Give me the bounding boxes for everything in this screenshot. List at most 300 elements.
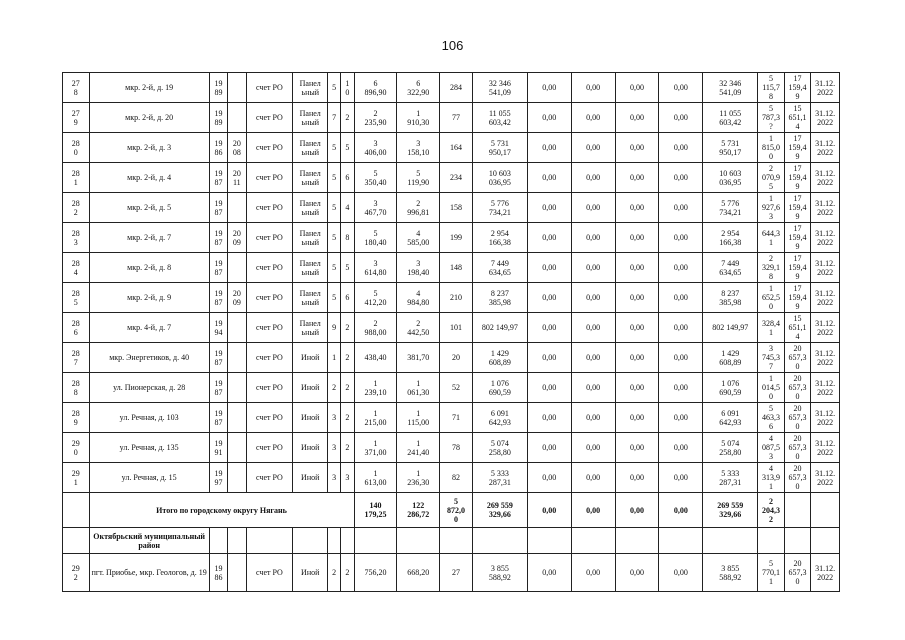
floors-cell: 5 — [328, 253, 341, 283]
row-number-cell: 28 4 — [63, 253, 90, 283]
wall-material-cell: Иной — [293, 463, 328, 493]
address-cell: мкр. 2-й, д. 5 — [89, 193, 209, 223]
total-area-cell: 5 412,20 — [354, 283, 397, 313]
wall-material-cell: Панел ьный — [293, 223, 328, 253]
unit-cost-cell: 5 463,3 6 — [758, 403, 785, 433]
regional-funds-cell: 0,00 — [571, 283, 615, 313]
page-number: 106 — [441, 38, 464, 53]
total-cost-cell: 5 074 258,80 — [472, 433, 527, 463]
unit-cost-cell: 2 070,9 5 — [758, 163, 785, 193]
year-built-cell: 19 87 — [209, 373, 227, 403]
empty-cell — [784, 493, 811, 528]
unit-cost-cell: 5 770,1 1 — [758, 554, 785, 592]
completion-date-cell: 31.12. 2022 — [811, 253, 840, 283]
living-area-cell: 3 158,10 — [397, 133, 440, 163]
unit-cost-limit-cell: 20 657,3 0 — [784, 463, 811, 493]
empty-cell — [293, 528, 328, 554]
local-funds-cell: 0,00 — [615, 343, 659, 373]
entrances-cell: 1 0 — [341, 73, 354, 103]
other-funds-cell: 0,00 — [659, 223, 703, 253]
federal-funds-cell: 0,00 — [527, 554, 571, 592]
entrances-cell: 2 — [341, 403, 354, 433]
other-funds-cell: 0,00 — [659, 133, 703, 163]
regional-funds-cell: 0,00 — [571, 73, 615, 103]
table-row — [63, 73, 840, 103]
floors-cell: 5 — [328, 193, 341, 223]
federal-funds-cell: 0,00 — [527, 463, 571, 493]
wall-material-cell: Панел ьный — [293, 163, 328, 193]
regional-funds-cell: 0,00 — [571, 343, 615, 373]
regional-funds-cell: 0,00 — [571, 163, 615, 193]
unit-cost-limit-cell: 17 159,4 9 — [784, 133, 811, 163]
total-area-cell: 1 239,10 — [354, 373, 397, 403]
federal-funds-cell: 0,00 — [527, 493, 571, 528]
total-cost-cell: 5 731 950,17 — [472, 133, 527, 163]
residents-cell: 234 — [440, 163, 473, 193]
wall-material-cell: Панел ьный — [293, 283, 328, 313]
federal-funds-cell: 0,00 — [527, 103, 571, 133]
empty-cell — [571, 528, 615, 554]
unit-cost-limit-cell: 17 159,4 9 — [784, 193, 811, 223]
unit-cost-limit-cell: 20 657,3 0 — [784, 343, 811, 373]
row-number-cell: 28 7 — [63, 343, 90, 373]
owner-funds-cell: 32 346 541,09 — [703, 73, 758, 103]
federal-funds-cell: 0,00 — [527, 193, 571, 223]
federal-funds-cell: 0,00 — [527, 313, 571, 343]
living-area-cell: 1 910,30 — [397, 103, 440, 133]
address-cell: мкр. 2-й, д. 3 — [89, 133, 209, 163]
year-renovated-cell — [228, 193, 246, 223]
owner-funds-cell: 3 855 588,92 — [703, 554, 758, 592]
table-row — [63, 463, 840, 493]
address-cell: мкр. 2-й, д. 4 — [89, 163, 209, 193]
residents-cell: 5 872,0 0 — [440, 493, 473, 528]
unit-cost-cell: 1 815,0 0 — [758, 133, 785, 163]
federal-funds-cell: 0,00 — [527, 73, 571, 103]
total-cost-cell: 269 559 329,66 — [472, 493, 527, 528]
unit-cost-limit-cell: 17 159,4 9 — [784, 283, 811, 313]
row-number-cell: 27 8 — [63, 73, 90, 103]
year-built-cell: 19 87 — [209, 223, 227, 253]
local-funds-cell: 0,00 — [615, 493, 659, 528]
regional-funds-cell: 0,00 — [571, 463, 615, 493]
total-cost-cell: 5 776 734,21 — [472, 193, 527, 223]
completion-date-cell: 31.12. 2022 — [811, 163, 840, 193]
total-area-cell: 5 350,40 — [354, 163, 397, 193]
completion-date-cell: 31.12. 2022 — [811, 283, 840, 313]
unit-cost-limit-cell: 17 159,4 9 — [784, 163, 811, 193]
row-number-cell: 28 5 — [63, 283, 90, 313]
living-area-cell: 2 442,50 — [397, 313, 440, 343]
total-cost-cell: 802 149,97 — [472, 313, 527, 343]
total-area-cell: 756,20 — [354, 554, 397, 592]
floors-cell: 2 — [328, 554, 341, 592]
housing-register-table — [62, 72, 840, 592]
local-funds-cell: 0,00 — [615, 193, 659, 223]
year-built-cell: 19 87 — [209, 403, 227, 433]
residents-cell: 148 — [440, 253, 473, 283]
address-cell: мкр. 2-й, д. 7 — [89, 223, 209, 253]
completion-date-cell: 31.12. 2022 — [811, 193, 840, 223]
residents-cell: 52 — [440, 373, 473, 403]
table-row — [63, 133, 840, 163]
federal-funds-cell: 0,00 — [527, 373, 571, 403]
table-row — [63, 313, 840, 343]
empty-cell — [758, 528, 785, 554]
row-number-cell: 28 1 — [63, 163, 90, 193]
empty-cell — [472, 528, 527, 554]
unit-cost-cell: 4 313,9 1 — [758, 463, 785, 493]
empty-cell — [246, 528, 293, 554]
wall-material-cell: Иной — [293, 343, 328, 373]
unit-cost-limit-cell: 15 651,1 4 — [784, 313, 811, 343]
total-area-cell: 3 406,00 — [354, 133, 397, 163]
other-funds-cell: 0,00 — [659, 253, 703, 283]
year-built-cell: 19 87 — [209, 343, 227, 373]
unit-cost-cell: 1 927,6 3 — [758, 193, 785, 223]
unit-cost-cell: 2 204,3 2 — [758, 493, 785, 528]
living-area-cell: 122 286,72 — [397, 493, 440, 528]
row-number-cell: 28 6 — [63, 313, 90, 343]
completion-date-cell: 31.12. 2022 — [811, 223, 840, 253]
year-renovated-cell — [228, 554, 246, 592]
federal-funds-cell: 0,00 — [527, 403, 571, 433]
total-area-cell: 2 988,00 — [354, 313, 397, 343]
owner-funds-cell: 11 055 603,42 — [703, 103, 758, 133]
other-funds-cell: 0,00 — [659, 493, 703, 528]
table-body — [63, 73, 840, 592]
owner-funds-cell: 6 091 642,93 — [703, 403, 758, 433]
unit-cost-limit-cell: 20 657,3 0 — [784, 373, 811, 403]
local-funds-cell: 0,00 — [615, 133, 659, 163]
wall-material-cell: Иной — [293, 403, 328, 433]
row-number-cell: 28 3 — [63, 223, 90, 253]
wall-material-cell: Панел ьный — [293, 73, 328, 103]
year-renovated-cell — [228, 313, 246, 343]
fund-type-cell: счет РО — [246, 373, 293, 403]
local-funds-cell: 0,00 — [615, 463, 659, 493]
row-number-cell: 29 1 — [63, 463, 90, 493]
entrances-cell: 2 — [341, 313, 354, 343]
owner-funds-cell: 5 776 734,21 — [703, 193, 758, 223]
empty-cell — [63, 528, 90, 554]
address-cell: ул. Речная, д. 135 — [89, 433, 209, 463]
total-cost-cell: 11 055 603,42 — [472, 103, 527, 133]
row-number-cell: 28 2 — [63, 193, 90, 223]
living-area-cell: 3 198,40 — [397, 253, 440, 283]
total-area-cell: 6 896,90 — [354, 73, 397, 103]
floors-cell: 2 — [328, 373, 341, 403]
owner-funds-cell: 7 449 634,65 — [703, 253, 758, 283]
total-area-cell: 1 613,00 — [354, 463, 397, 493]
year-built-cell: 19 87 — [209, 253, 227, 283]
row-number-cell: 29 0 — [63, 433, 90, 463]
address-cell: мкр. Энергетиков, д. 40 — [89, 343, 209, 373]
unit-cost-cell: 5 115,7 8 — [758, 73, 785, 103]
address-cell: ул. Речная, д. 103 — [89, 403, 209, 433]
year-renovated-cell — [228, 463, 246, 493]
year-built-cell: 19 87 — [209, 193, 227, 223]
address-cell: мкр. 2-й, д. 9 — [89, 283, 209, 313]
completion-date-cell: 31.12. 2022 — [811, 313, 840, 343]
completion-date-cell: 31.12. 2022 — [811, 373, 840, 403]
fund-type-cell: счет РО — [246, 73, 293, 103]
residents-cell: 78 — [440, 433, 473, 463]
residents-cell: 27 — [440, 554, 473, 592]
fund-type-cell: счет РО — [246, 253, 293, 283]
empty-cell — [63, 493, 90, 528]
regional-funds-cell: 0,00 — [571, 253, 615, 283]
floors-cell: 3 — [328, 463, 341, 493]
empty-cell — [209, 528, 227, 554]
empty-cell — [397, 528, 440, 554]
address-cell: мкр. 2-й, д. 8 — [89, 253, 209, 283]
table-row — [63, 163, 840, 193]
unit-cost-cell: 2 329,1 8 — [758, 253, 785, 283]
completion-date-cell: 31.12. 2022 — [811, 103, 840, 133]
living-area-cell: 2 996,81 — [397, 193, 440, 223]
unit-cost-cell: 5 787,3 ? — [758, 103, 785, 133]
unit-cost-limit-cell: 20 657,3 0 — [784, 403, 811, 433]
total-cost-cell: 10 603 036,95 — [472, 163, 527, 193]
total-cost-cell: 5 333 287,31 — [472, 463, 527, 493]
address-cell: мкр. 4-й, д. 7 — [89, 313, 209, 343]
other-funds-cell: 0,00 — [659, 313, 703, 343]
federal-funds-cell: 0,00 — [527, 253, 571, 283]
entrances-cell: 2 — [341, 554, 354, 592]
regional-funds-cell: 0,00 — [571, 554, 615, 592]
year-renovated-cell — [228, 433, 246, 463]
table-row — [63, 403, 840, 433]
year-built-cell: 19 87 — [209, 163, 227, 193]
residents-cell: 77 — [440, 103, 473, 133]
fund-type-cell: счет РО — [246, 403, 293, 433]
total-area-cell: 140 179,25 — [354, 493, 397, 528]
owner-funds-cell: 8 237 385,98 — [703, 283, 758, 313]
federal-funds-cell: 0,00 — [527, 283, 571, 313]
residents-cell: 199 — [440, 223, 473, 253]
completion-date-cell: 31.12. 2022 — [811, 343, 840, 373]
other-funds-cell: 0,00 — [659, 283, 703, 313]
floors-cell: 9 — [328, 313, 341, 343]
total-cost-cell: 8 237 385,98 — [472, 283, 527, 313]
entrances-cell: 5 — [341, 133, 354, 163]
table-row — [63, 193, 840, 223]
local-funds-cell: 0,00 — [615, 223, 659, 253]
address-cell: ул. Речная, д. 15 — [89, 463, 209, 493]
unit-cost-limit-cell: 17 159,4 9 — [784, 253, 811, 283]
living-area-cell: 1 115,00 — [397, 403, 440, 433]
local-funds-cell: 0,00 — [615, 403, 659, 433]
floors-cell: 5 — [328, 133, 341, 163]
year-built-cell: 19 86 — [209, 133, 227, 163]
total-area-cell: 1 371,00 — [354, 433, 397, 463]
empty-cell — [811, 528, 840, 554]
owner-funds-cell: 1 076 690,59 — [703, 373, 758, 403]
regional-funds-cell: 0,00 — [571, 133, 615, 163]
table-row — [63, 253, 840, 283]
local-funds-cell: 0,00 — [615, 163, 659, 193]
residents-cell: 164 — [440, 133, 473, 163]
table-row — [63, 223, 840, 253]
local-funds-cell: 0,00 — [615, 433, 659, 463]
total-area-cell: 3 467,70 — [354, 193, 397, 223]
other-funds-cell: 0,00 — [659, 554, 703, 592]
total-row — [63, 493, 840, 528]
entrances-cell: 3 — [341, 463, 354, 493]
unit-cost-cell: 3 745,3 7 — [758, 343, 785, 373]
other-funds-cell: 0,00 — [659, 463, 703, 493]
total-cost-cell: 2 954 166,38 — [472, 223, 527, 253]
total-cost-cell: 1 076 690,59 — [472, 373, 527, 403]
unit-cost-cell: 1 014,5 0 — [758, 373, 785, 403]
entrances-cell: 2 — [341, 373, 354, 403]
total-cost-cell: 1 429 608,89 — [472, 343, 527, 373]
total-cost-cell: 3 855 588,92 — [472, 554, 527, 592]
entrances-cell: 5 — [341, 253, 354, 283]
completion-date-cell: 31.12. 2022 — [811, 133, 840, 163]
floors-cell: 3 — [328, 433, 341, 463]
unit-cost-limit-cell: 17 159,4 9 — [784, 73, 811, 103]
wall-material-cell: Панел ьный — [293, 103, 328, 133]
owner-funds-cell: 269 559 329,66 — [703, 493, 758, 528]
year-renovated-cell: 20 11 — [228, 163, 246, 193]
regional-funds-cell: 0,00 — [571, 223, 615, 253]
year-renovated-cell: 20 08 — [228, 133, 246, 163]
residents-cell: 158 — [440, 193, 473, 223]
owner-funds-cell: 10 603 036,95 — [703, 163, 758, 193]
address-cell: ул. Пионерская, д. 28 — [89, 373, 209, 403]
total-cost-cell: 6 091 642,93 — [472, 403, 527, 433]
floors-cell: 5 — [328, 73, 341, 103]
local-funds-cell: 0,00 — [615, 103, 659, 133]
wall-material-cell: Панел ьный — [293, 313, 328, 343]
empty-cell — [703, 528, 758, 554]
living-area-cell: 6 322,90 — [397, 73, 440, 103]
row-number-cell: 27 9 — [63, 103, 90, 133]
row-number-cell: 28 8 — [63, 373, 90, 403]
table-row — [63, 103, 840, 133]
year-renovated-cell — [228, 73, 246, 103]
empty-cell — [527, 528, 571, 554]
entrances-cell: 8 — [341, 223, 354, 253]
table-row — [63, 554, 840, 592]
owner-funds-cell: 5 333 287,31 — [703, 463, 758, 493]
table-row — [63, 283, 840, 313]
unit-cost-cell: 4 087,5 3 — [758, 433, 785, 463]
wall-material-cell: Панел ьный — [293, 193, 328, 223]
empty-cell — [615, 528, 659, 554]
year-built-cell: 19 89 — [209, 73, 227, 103]
entrances-cell: 2 — [341, 433, 354, 463]
owner-funds-cell: 802 149,97 — [703, 313, 758, 343]
year-renovated-cell — [228, 403, 246, 433]
regional-funds-cell: 0,00 — [571, 103, 615, 133]
year-built-cell: 19 86 — [209, 554, 227, 592]
year-built-cell: 19 97 — [209, 463, 227, 493]
residents-cell: 284 — [440, 73, 473, 103]
entrances-cell: 2 — [341, 103, 354, 133]
federal-funds-cell: 0,00 — [527, 133, 571, 163]
address-cell: мкр. 2-й, д. 20 — [89, 103, 209, 133]
regional-funds-cell: 0,00 — [571, 193, 615, 223]
fund-type-cell: счет РО — [246, 554, 293, 592]
wall-material-cell: Иной — [293, 554, 328, 592]
regional-funds-cell: 0,00 — [571, 313, 615, 343]
table-row — [63, 433, 840, 463]
other-funds-cell: 0,00 — [659, 343, 703, 373]
total-label-cell: Итого по городскому округу Нягань — [89, 493, 354, 528]
entrances-cell: 4 — [341, 193, 354, 223]
empty-cell — [659, 528, 703, 554]
living-area-cell: 381,70 — [397, 343, 440, 373]
living-area-cell: 5 119,90 — [397, 163, 440, 193]
year-renovated-cell: 20 09 — [228, 223, 246, 253]
fund-type-cell: счет РО — [246, 223, 293, 253]
other-funds-cell: 0,00 — [659, 433, 703, 463]
entrances-cell: 6 — [341, 283, 354, 313]
empty-cell — [811, 493, 840, 528]
total-cost-cell: 32 346 541,09 — [472, 73, 527, 103]
living-area-cell: 1 241,40 — [397, 433, 440, 463]
empty-cell — [784, 528, 811, 554]
other-funds-cell: 0,00 — [659, 373, 703, 403]
fund-type-cell: счет РО — [246, 103, 293, 133]
living-area-cell: 668,20 — [397, 554, 440, 592]
residents-cell: 71 — [440, 403, 473, 433]
empty-cell — [328, 528, 341, 554]
fund-type-cell: счет РО — [246, 343, 293, 373]
fund-type-cell: счет РО — [246, 283, 293, 313]
local-funds-cell: 0,00 — [615, 253, 659, 283]
unit-cost-limit-cell: 20 657,3 0 — [784, 433, 811, 463]
regional-funds-cell: 0,00 — [571, 433, 615, 463]
other-funds-cell: 0,00 — [659, 403, 703, 433]
residents-cell: 20 — [440, 343, 473, 373]
completion-date-cell: 31.12. 2022 — [811, 403, 840, 433]
year-renovated-cell — [228, 103, 246, 133]
floors-cell: 1 — [328, 343, 341, 373]
other-funds-cell: 0,00 — [659, 193, 703, 223]
local-funds-cell: 0,00 — [615, 313, 659, 343]
living-area-cell: 4 984,80 — [397, 283, 440, 313]
federal-funds-cell: 0,00 — [527, 343, 571, 373]
wall-material-cell: Иной — [293, 373, 328, 403]
living-area-cell: 4 585,00 — [397, 223, 440, 253]
row-number-cell: 28 9 — [63, 403, 90, 433]
local-funds-cell: 0,00 — [615, 373, 659, 403]
total-area-cell: 2 235,90 — [354, 103, 397, 133]
regional-funds-cell: 0,00 — [571, 493, 615, 528]
total-area-cell: 3 614,80 — [354, 253, 397, 283]
fund-type-cell: счет РО — [246, 193, 293, 223]
section-title: Октябрьский муниципальный район — [89, 528, 209, 554]
fund-type-cell: счет РО — [246, 133, 293, 163]
floors-cell: 5 — [328, 163, 341, 193]
completion-date-cell: 31.12. 2022 — [811, 73, 840, 103]
completion-date-cell: 31.12. 2022 — [811, 433, 840, 463]
completion-date-cell: 31.12. 2022 — [811, 463, 840, 493]
fund-type-cell: счет РО — [246, 163, 293, 193]
total-cost-cell: 7 449 634,65 — [472, 253, 527, 283]
total-area-cell: 5 180,40 — [354, 223, 397, 253]
residents-cell: 101 — [440, 313, 473, 343]
floors-cell: 3 — [328, 403, 341, 433]
regional-funds-cell: 0,00 — [571, 403, 615, 433]
floors-cell: 5 — [328, 283, 341, 313]
year-renovated-cell: 20 09 — [228, 283, 246, 313]
local-funds-cell: 0,00 — [615, 554, 659, 592]
